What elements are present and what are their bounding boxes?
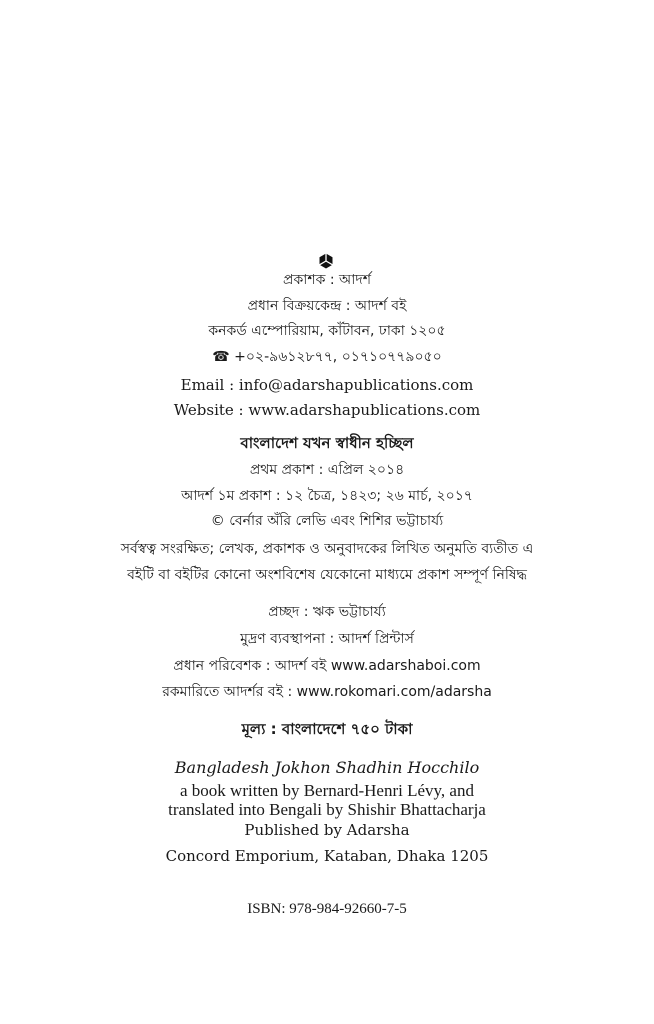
publisher-logo-icon [318,253,334,269]
english-address-line: Concord Emporium, Kataban, Dhaka 1205 [165,847,489,865]
email-line: Email : info@adarshapublications.com [180,376,474,394]
rights-line-1: সর্বস্বত্ব সংরক্ষিত; লেখক, প্রকাশক ও অনুবাদকের লিখিত অনুমতি ব্যতীত এ [120,541,534,557]
first-edition-line: প্রথম প্রকাশ : এপ্রিল ২০১৪ [249,462,405,478]
published-by-line: Published by Adarsha [244,821,410,839]
address-line: কনকর্ড এম্পোরিয়াম, কাঁটাবন, ঢাকা ১২০৫ [208,323,446,339]
copyright-line: © বের্নার অঁরি লেভি এবং শিশির ভট্টাচার্য্য [210,513,444,529]
cover-credit-line: প্রচ্ছদ : ঋক ভট্টাচার্য্য [268,604,386,620]
english-title: Bangladesh Jokhon Shadhin Hocchilo [174,758,480,777]
rokomari-line: রকমারিতে আদর্শর বই : www.rokomari.com/adarsha [162,684,492,700]
isbn-line: ISBN: 978-984-92660-7-5 [247,901,407,917]
phone-line: ☎ +০২-৯৬১২৮৭৭, ০১৭১০৭৭৯০৫০ [212,349,442,365]
credit-line-1: a book written by Bernard-Henri Lévy, and [180,781,474,800]
book-title-bengali: বাংলাদেশ যখন স্বাধীন হচ্ছিল [240,434,414,452]
distributor-line: প্রধান পরিবেশক : আদর্শ বই www.adarshaboi.com [173,658,481,674]
adarsha-edition-line: আদর্শ ১ম প্রকাশ : ১২ চৈত্র, ১৪২৩; ২৬ মার্চ, ২০১৭ [181,488,473,504]
printing-line: মুদ্রণ ব্যবস্থাপনা : আদর্শ প্রিন্টার্স [240,631,414,647]
credit-line-2: translated into Bengali by Shishir Bhattacharja [168,800,486,819]
sales-center-line: প্রধান বিক্রয়কেন্দ্র : আদর্শ বই [247,298,407,314]
price-line: মূল্য : বাংলাদেশে ৭৫০ টাকা [241,720,413,738]
rights-line-2: বইটি বা বইটির কোনো অংশবিশেষ যেকোনো মাধ্যমে প্রকাশ সম্পূর্ণ নিষিদ্ধ [127,567,527,583]
publisher-line: প্রকাশক : আদর্শ [283,272,371,288]
website-line: Website : www.adarshapublications.com [173,401,481,419]
